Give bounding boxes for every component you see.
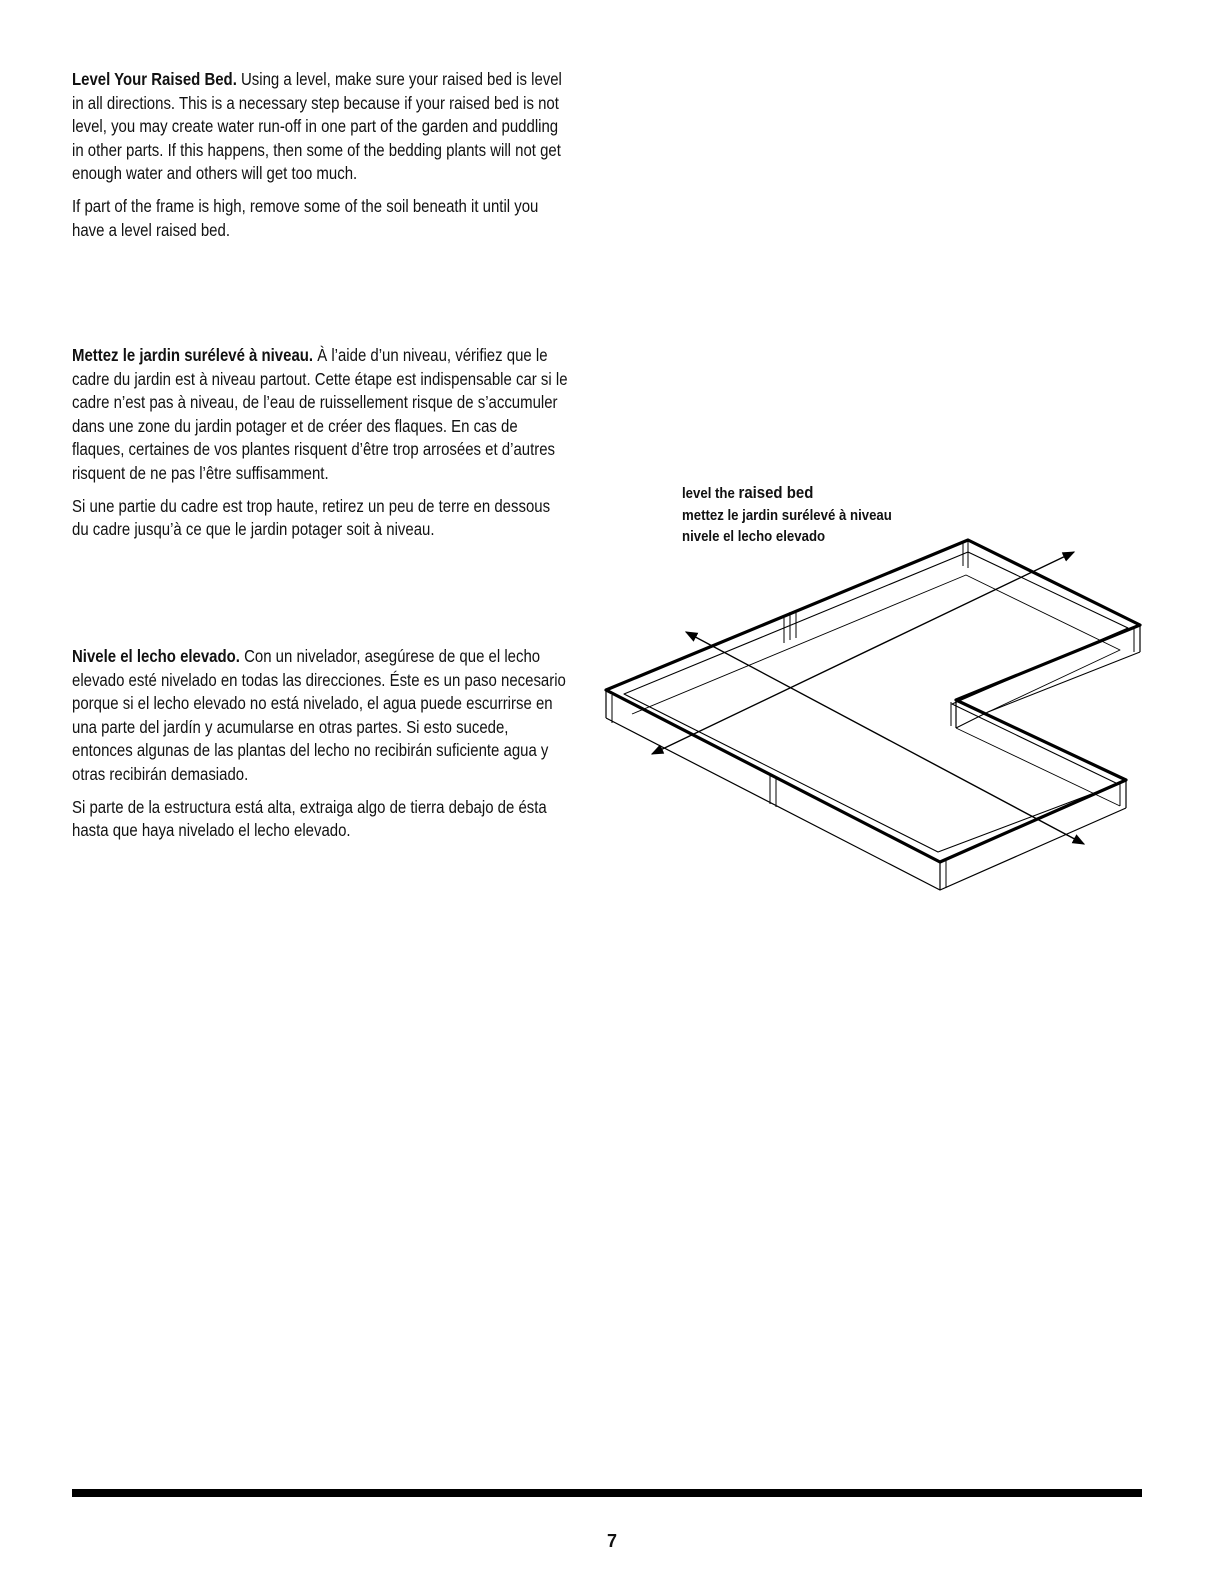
caption-english-big: raised bed [738, 483, 814, 502]
footer-rule [72, 1489, 1142, 1497]
caption-english [682, 482, 964, 505]
caption-spanish: nivele el lecho elevado [682, 528, 826, 545]
bed-frame [606, 540, 1140, 890]
frame-inner-outline [624, 552, 1128, 852]
caption-french: mettez le jardin surélevé à niveau [682, 506, 892, 524]
body-text: Using a level, make sure your raised bed is level in all directions. This is a necessary step because if your raised bed is not level, you may create water run-off in one part of the garden and puddling in other parts. If this happens, then some of the bedding plants will not get enough water and others will get too much. [72, 69, 562, 184]
section-french [72, 344, 572, 551]
paragraph-frame-note: Si parte de la estructura está alta, extraiga algo de tierra debajo de ésta hasta que haya nivelado el lecho elevado. [72, 796, 547, 841]
lead-heading: Mettez le jardin surélevé à niveau. [72, 345, 314, 365]
frame-floor-line [632, 575, 1120, 714]
paragraph-frame-note: Si une partie du cadre est trop haute, retirez un peu de terre en dessous du cadre jusqu’à ce que le jardin potager soit à niveau. [72, 495, 551, 540]
raised-bed-diagram [600, 530, 1160, 900]
paragraph-frame-note: If part of the frame is high, remove some of the soil beneath it until you have a level raised bed. [72, 195, 539, 240]
caption-english-small: level the [682, 485, 739, 502]
lead-heading: Nivele el lecho elevado. [72, 646, 240, 666]
lead-heading: Level Your Raised Bed. [72, 69, 237, 89]
section-spanish [72, 645, 572, 852]
paragraph-level-instructions [72, 645, 571, 787]
body-text: Con un nivelador, asegúrese de que el lecho elevado esté nivelado en todas las direcciones. Éste es un paso necesario porque si el lecho elevado no está nivelado, el agua puede escurrirse en una parte del jardín y acumularse en otras partes. Si esto sucede, entonces algunas de las plantas del lecho no recibirán suficiente agua y otras recibirán demasiado. [72, 646, 566, 784]
body-text: À l’aide d’un niveau, vérifiez que le cadre du jardin est à niveau partout. Cette étape est indispensable car si le cadre n’est pas à niveau, de l’eau de ruissellement risque de s’accumuler dans une zone du jardin potager et de créer des flaques. En cas de flaques, certaines de vos plantes risquent d’être trop arrosées et d’autres risquent de ne pas l’être suffisamment. [72, 345, 568, 483]
frame-top-outline [606, 540, 1140, 862]
page-number: 7 [606, 1531, 617, 1551]
paragraph-level-instructions [72, 68, 571, 186]
arrow-diagonal-1 [686, 632, 1084, 844]
paragraph-level-instructions [72, 344, 571, 486]
level-arrows [652, 552, 1084, 844]
section-english [72, 68, 572, 251]
